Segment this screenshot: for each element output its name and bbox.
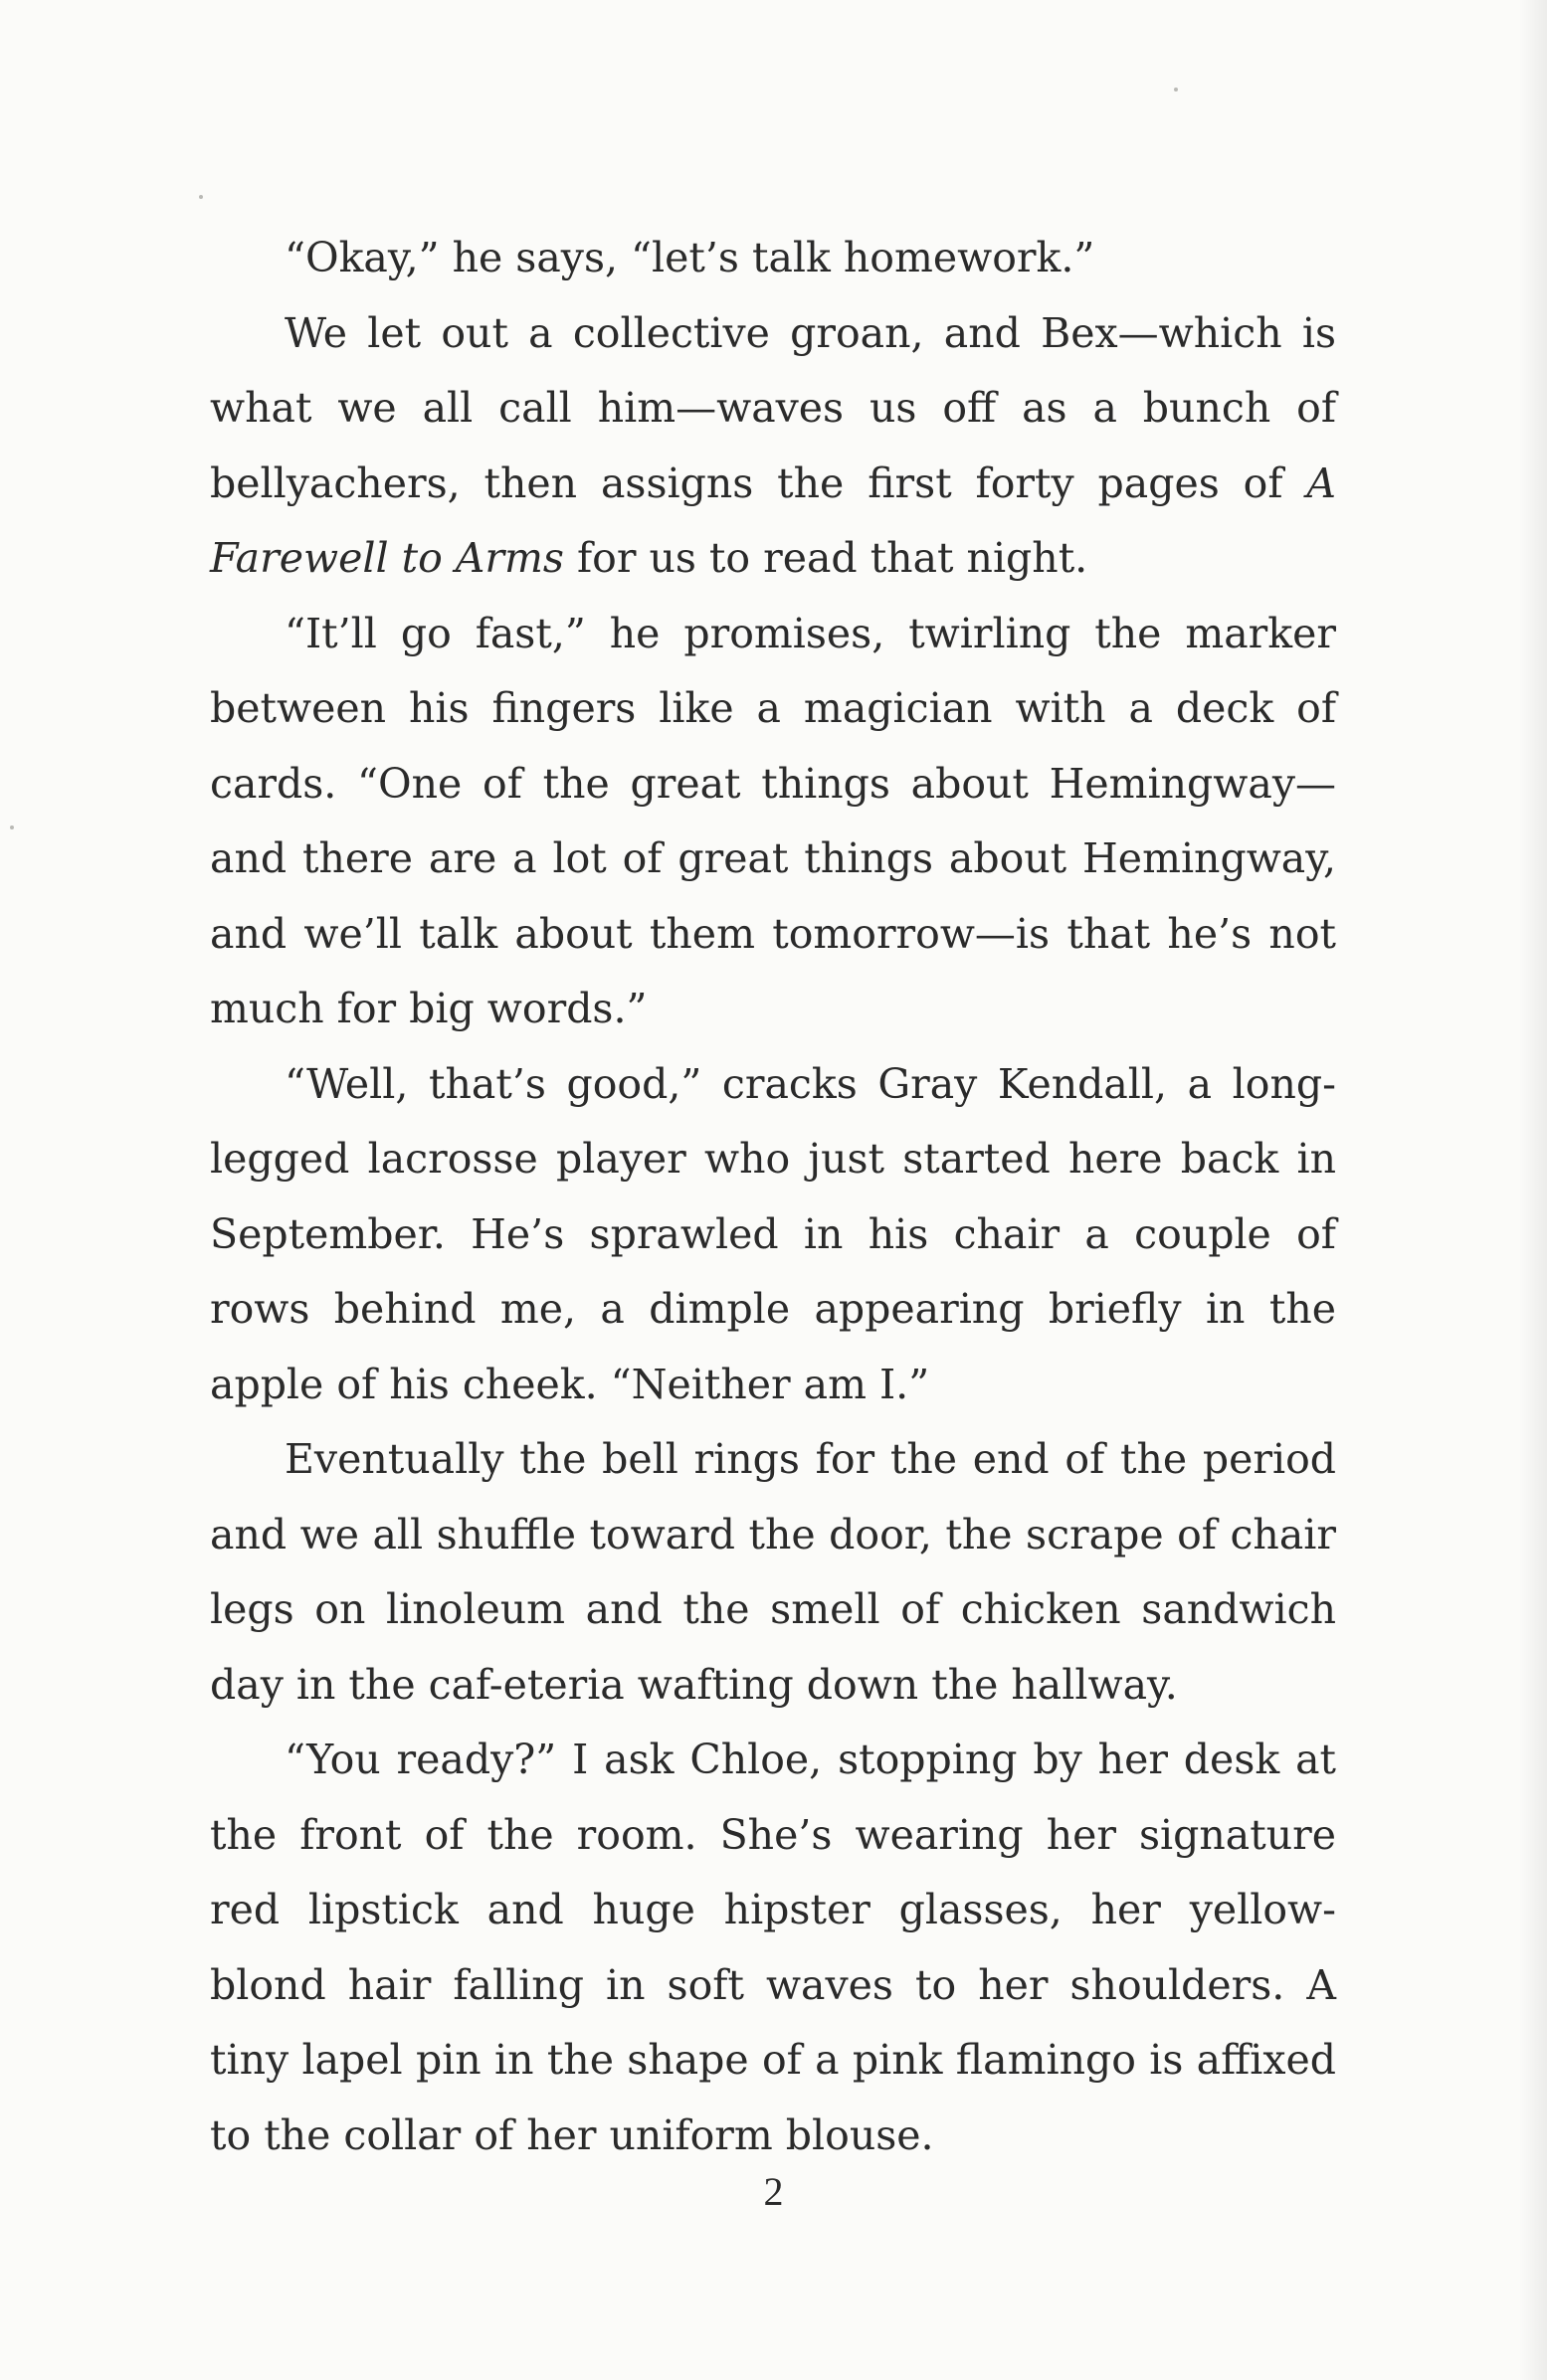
page-number: 2 (763, 2169, 784, 2214)
book-title: A Farewell to Arms (210, 458, 1336, 582)
paragraph-6: “You ready?” I ask Chloe, stopping by her desk at the front of the room. She’s wearing her signature red lipstick and huge hipster glasses, her yellow-blond hair falling in soft waves to her shoulders. A tiny lapel pin in the shape of a pink flamingo is affixed to the collar of her uniform blouse. (210, 1736, 1336, 2159)
paper-speck (10, 825, 14, 829)
paper-speck (199, 195, 203, 199)
page-edge-shadow (1519, 0, 1547, 2380)
paragraph-3: “It’ll go fast,” he promises, twirling the marker between his fingers like a magician with a deck of cards. “One of the great things about Hemingway—and there are a lot of great things about Hemingway, and we’ll talk about them tomorrow—is that he’s not much for big words.” (210, 609, 1336, 1032)
paragraph-2: We let out a collective groan, and Bex—which is what we all call him—waves us off as a bunch of bellyachers, then assigns the first forty pages of A Farewell to Arms for us to read that night. (210, 308, 1336, 582)
paragraph-1: “Okay,” he says, “let’s talk homework.” (285, 234, 1095, 281)
paragraph-5: Eventually the bell rings for the end of the period and we all shuffle toward the door, the scrape of chair legs on linoleum and the smell of chicken sandwich day in the caf-eteria wafting down the hallway. (210, 1435, 1336, 1709)
paper-speck (1174, 88, 1178, 92)
paragraph-4: “Well, that’s good,” cracks Gray Kendall, a long-legged lacrosse player who just started here back in September. He’s sprawled in his chair a couple of rows behind me, a dimple appearing briefly in the apple of his cheek. “Neither am I.” (210, 1059, 1336, 1408)
body-text (210, 221, 1336, 2173)
